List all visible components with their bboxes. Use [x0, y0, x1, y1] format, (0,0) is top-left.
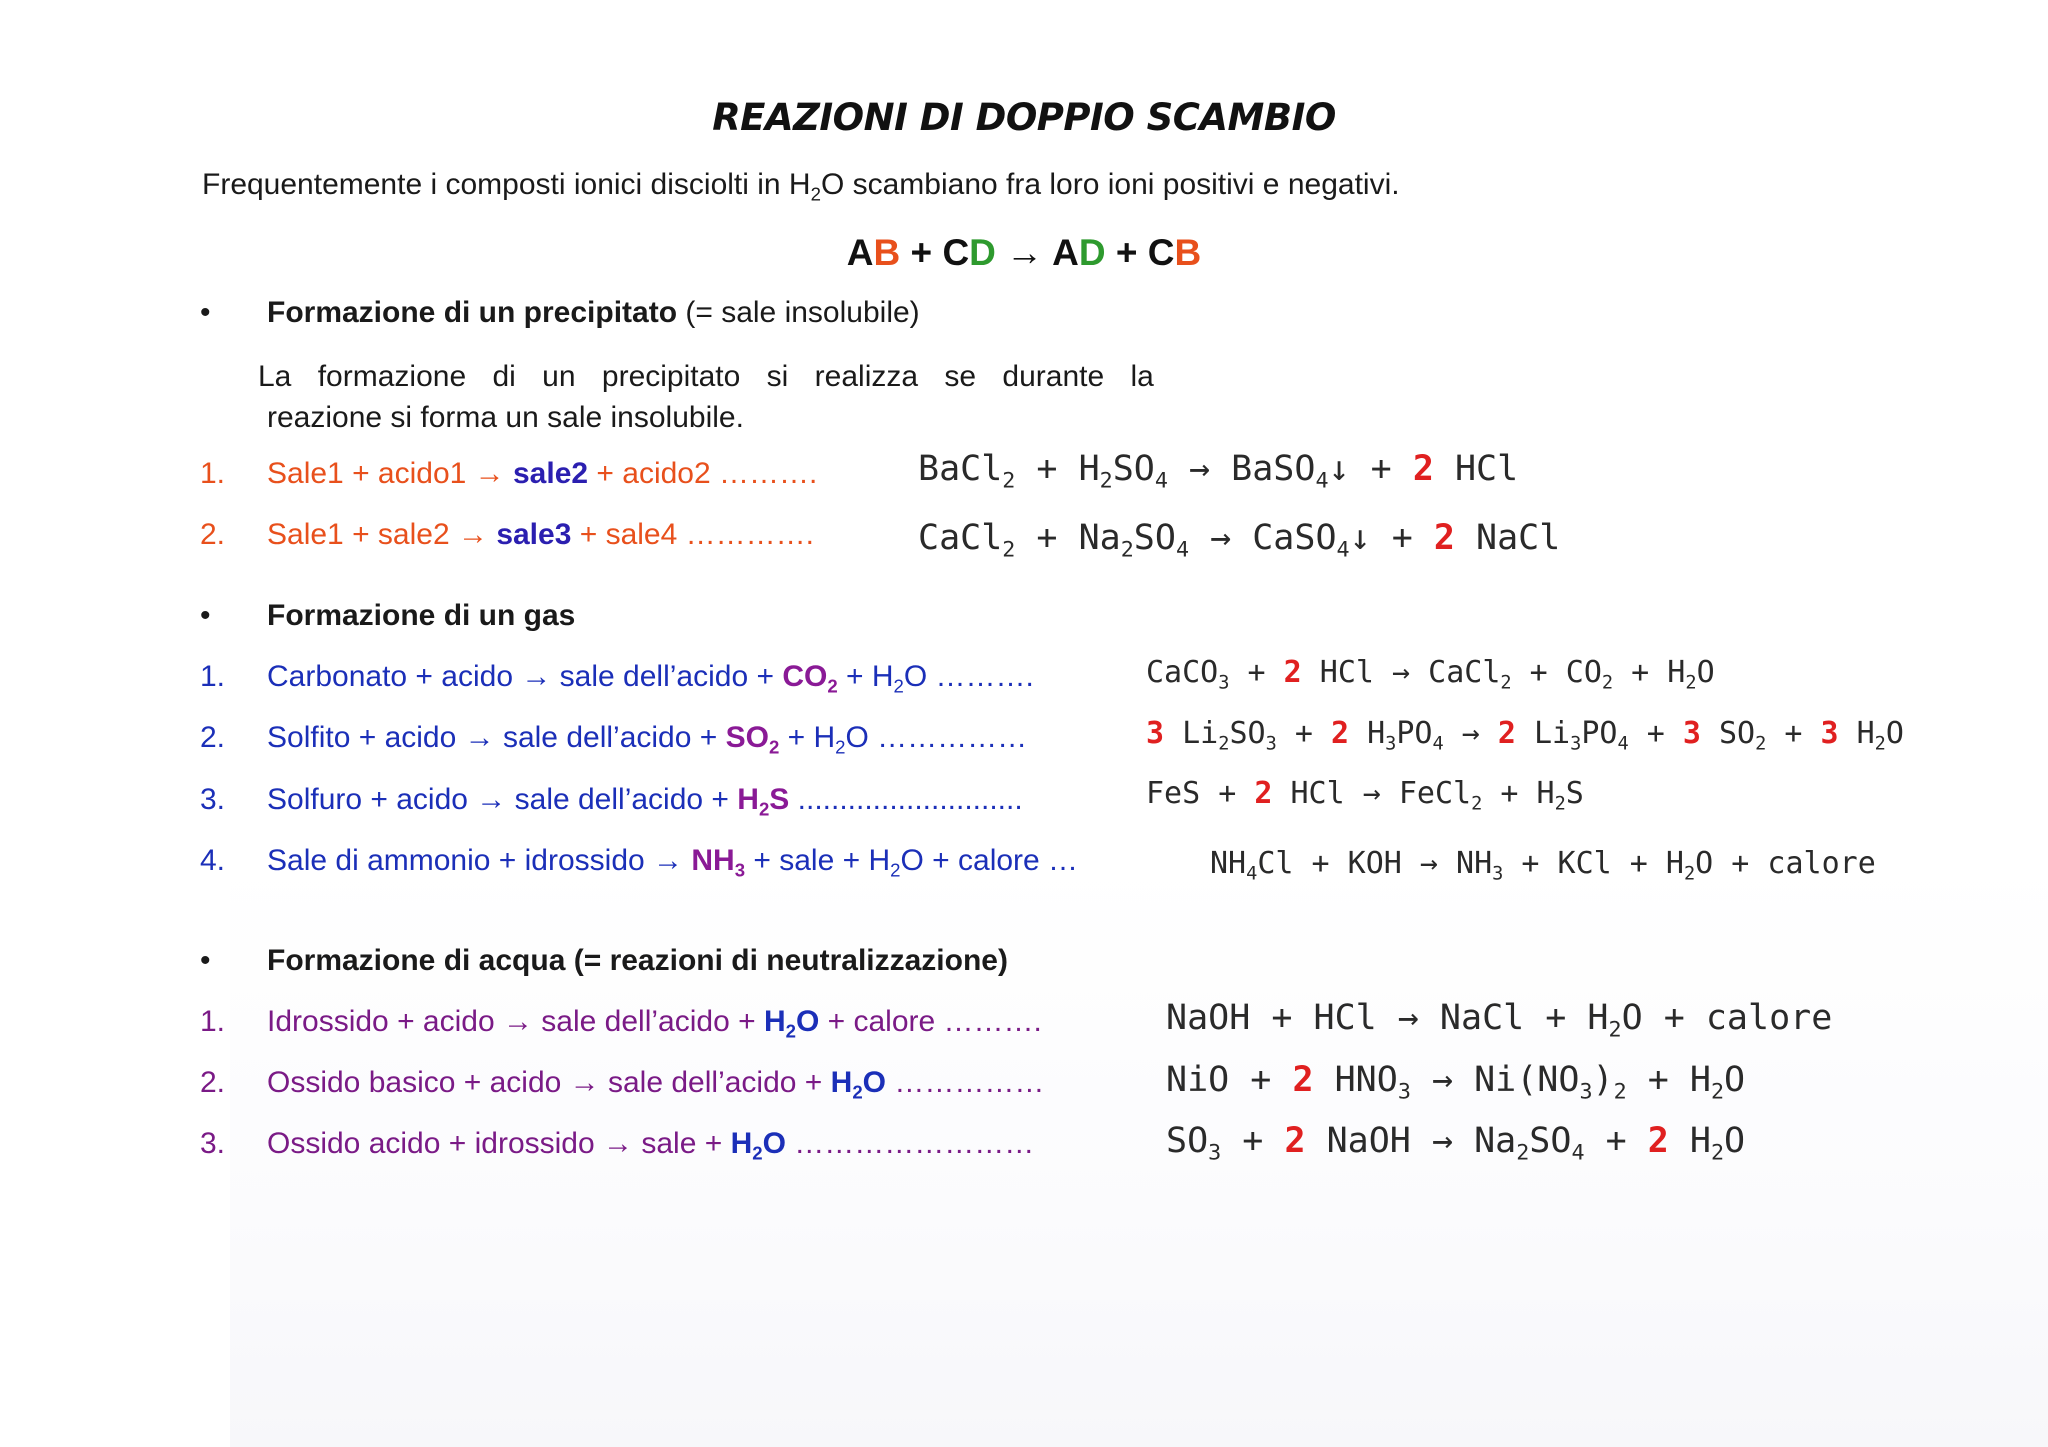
precipitate-item-2: 2. Sale1 + sale2 → sale3 + sale4 …………. CaCl$_2$ + $Na_2SO_4$ → CaSO$_4$↓ + 2 NaCl [200, 518, 1561, 563]
reaction-scheme: AB + CD → AD + CB [846, 232, 1202, 273]
gas-item-3: 3. Solfuro + acido → sale dell’acido + $H_2S$ ........................... FeS + 2 HCl → FeCl$_2$ + $H_2S$ [200, 776, 1584, 820]
equation: FeS + 2 HCl → FeCl$_2$ + $H_2S$ [1146, 776, 1584, 815]
water-item-2: 2. Ossido basico + acido → sale dell’acido + $H_2O$ …………… NiO + 2 $HNO_3 \to Ni(NO_3)_2 + H_2O$ [200, 1060, 1746, 1105]
equation: NiO + 2 $HNO_3 \to Ni(NO_3)_2 + H_2O$ [1166, 1060, 1746, 1105]
paragraph-word: precipitato [601, 360, 741, 393]
equation: NaOH + HCl → NaCl + $H_2O$ + calore [1166, 998, 1833, 1043]
paragraph-word: un [542, 360, 576, 393]
gas-item-4: 4. Sale di ammonio + idrossido → $NH_3$ + sale + $H_2O$ + calore … $NH_4Cl$ + KOH → $NH_3$ + KCl + $H_2O$ + calore [200, 844, 1876, 885]
paragraph-word: se [944, 360, 977, 393]
equation: CaCl$_2$ + $Na_2SO_4$ → CaSO$_4$↓ + 2 NaCl [918, 518, 1561, 563]
water-item-1: 1. Idrossido + acido → sale dell’acido + $H_2O$ + calore ………. NaOH + HCl → NaCl + $H_2O$ + calore [200, 998, 1833, 1043]
gas-item-2: 2. Solfito + acido → sale dell’acido + $SO_2 + H_2O$ …………… 3 $Li_2SO_3 + 2$ $H_3PO_4 \to 2$ $Li_3PO_4 + 3$ $SO_2 + 3$ $H_2O$ [200, 716, 1904, 758]
section-heading-precipitate: • Formazione di un precipitato (= sale insolubile) [200, 296, 920, 329]
intro-text: Frequentemente i composti ionici disciolti in $H_2O$ scambiano fra loro ioni positivi e negativi. [202, 168, 1400, 205]
equation: $NH_4Cl$ + KOH → $NH_3$ + KCl + $H_2O$ + calore [1210, 846, 1876, 885]
water-item-3: 3. Ossido acido + idrossido → sale + $H_2O$ …………………… $SO_3 + 2$ NaOH → $Na_2SO_4 + 2$ $H_2O$ [200, 1121, 1746, 1166]
paragraph-word: di [492, 360, 516, 393]
paragraph-word: si [766, 360, 789, 393]
equation: 3 $Li_2SO_3 + 2$ $H_3PO_4 \to 2$ $Li_3PO_4 + 3$ $SO_2 + 3$ $H_2O$ [1146, 716, 1904, 755]
paragraph-word: la [1130, 360, 1154, 393]
paragraph-word: formazione [317, 360, 467, 393]
equation: CaCO$_3$ + 2 HCl → CaCl$_2$ + $CO_2 + H_2O$ [1146, 655, 1715, 694]
section-heading-gas: • Formazione di un gas [200, 599, 576, 632]
equation: BaCl$_2$ + $H_2SO_4$ → BaSO$_4$↓ + 2 HCl [918, 449, 1519, 494]
gas-item-1: 1. Carbonato + acido → sale dell’acido + $CO_2 + H_2O$ ………. CaCO$_3$ + 2 HCl → CaCl$_2$ + $CO_2 + H_2O$ [200, 655, 1715, 697]
equation: $SO_3 + 2$ NaOH → $Na_2SO_4 + 2$ $H_2O$ [1166, 1121, 1746, 1166]
page-title: REAZIONI DI DOPPIO SCAMBIO [712, 96, 1336, 139]
paragraph-word: La [258, 360, 292, 393]
paragraph-word: durante [1002, 360, 1105, 393]
paragraph-word: realizza [814, 360, 919, 393]
precipitate-paragraph: La formazione di un precipitato si realizza se durante la reazione si forma un sale insolubile. [258, 356, 1154, 438]
section-heading-water: • Formazione di acqua (= reazioni di neutralizzazione) [200, 944, 1008, 977]
precipitate-item-1: 1. Sale1 + acido1 → sale2 + acido2 ………. BaCl$_2$ + $H_2SO_4$ → BaSO$_4$↓ + 2 HCl [200, 449, 1519, 494]
